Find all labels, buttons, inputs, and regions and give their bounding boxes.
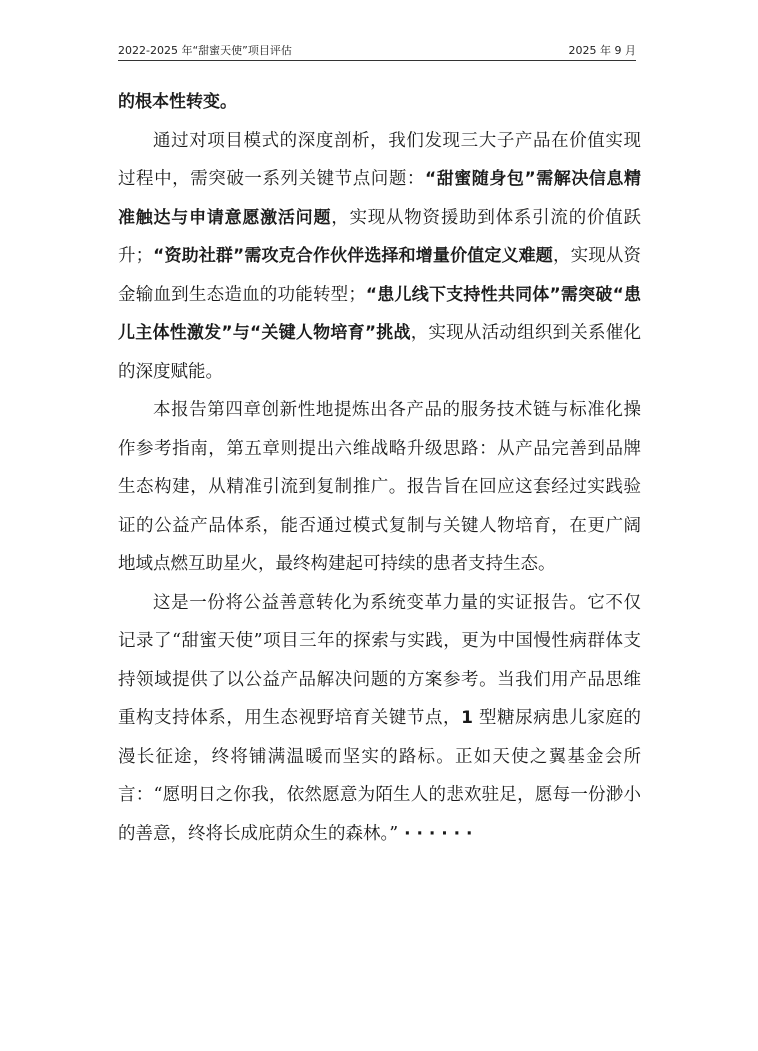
text-run: 通过对项目模式的深度剖析，我们发现三大子产品在价值实现过程中，需突破一系列关键节点问题： <box>118 130 641 189</box>
bold-text-run: “资助社群”需攻克合作伙伴选择和增量价值定义难题 <box>153 246 553 266</box>
text-run: ，实现从物资援助到体系引流的价值跃升； <box>118 207 642 266</box>
text-run: 型糖尿病患儿家庭的漫长征途，终将铺满温暖而坚实的路标。正如天使之翼基金会所言：“愿明日之你我，依然愿意为陌生人的悲欢驻足，愿每一份渺小的善意，终将长成庇荫众生的森林。” <box>118 708 642 844</box>
paragraph <box>118 391 641 584</box>
page-header <box>118 42 636 58</box>
text-run: ，实现从资金输血到生态造血的功能转型； <box>118 246 642 305</box>
text-run: 这是一份将公益善意转化为系统变革力量的实证报告。它不仅记录了“甜蜜天使”项目三年的探索与实践，更为中国慢性病群体支持领域提供了以公益产品解决问题的方案参考。当我们用产品思维重构支持体系，用生态视野培育关键节点， <box>118 592 641 728</box>
paragraph <box>118 122 641 392</box>
bold-text-run: 的根本性转变。 <box>118 92 237 112</box>
header-rule <box>118 60 636 61</box>
paragraph <box>118 584 641 854</box>
bold-text-run: · · · · · · <box>398 823 473 844</box>
text-run: ，实现从活动组织到关系催化的深度赋能。 <box>118 323 641 382</box>
bold-text-run: “甜蜜随身包”需解决信息精准触达与申请意愿激活问题 <box>118 169 641 228</box>
bold-text-run: “患儿线下支持性共同体”需突破“患儿主体性激发”与“关键人物培育”挑战 <box>118 284 641 343</box>
text-run: 本报告第四章创新性地提炼出各产品的服务技术链与标准化操作参考指南，第五章则提出六维战略升级思路：从产品完善到品牌生态构建，从精准引流到复制推广。报告旨在回应这套经过实践验证的公益产品体系，能否通过模式复制与关键人物培育，在更广阔地域点燃互助星火，最终构建起可持续的患者支持生态。 <box>118 400 641 574</box>
header-title: 2022-2025 年“甜蜜天使”项目评估 <box>118 44 292 57</box>
paragraph <box>118 83 641 122</box>
body-text <box>118 83 641 853</box>
header-date: 2025 年 9 月 <box>568 44 636 57</box>
bold-text-run: 1 <box>461 708 473 728</box>
